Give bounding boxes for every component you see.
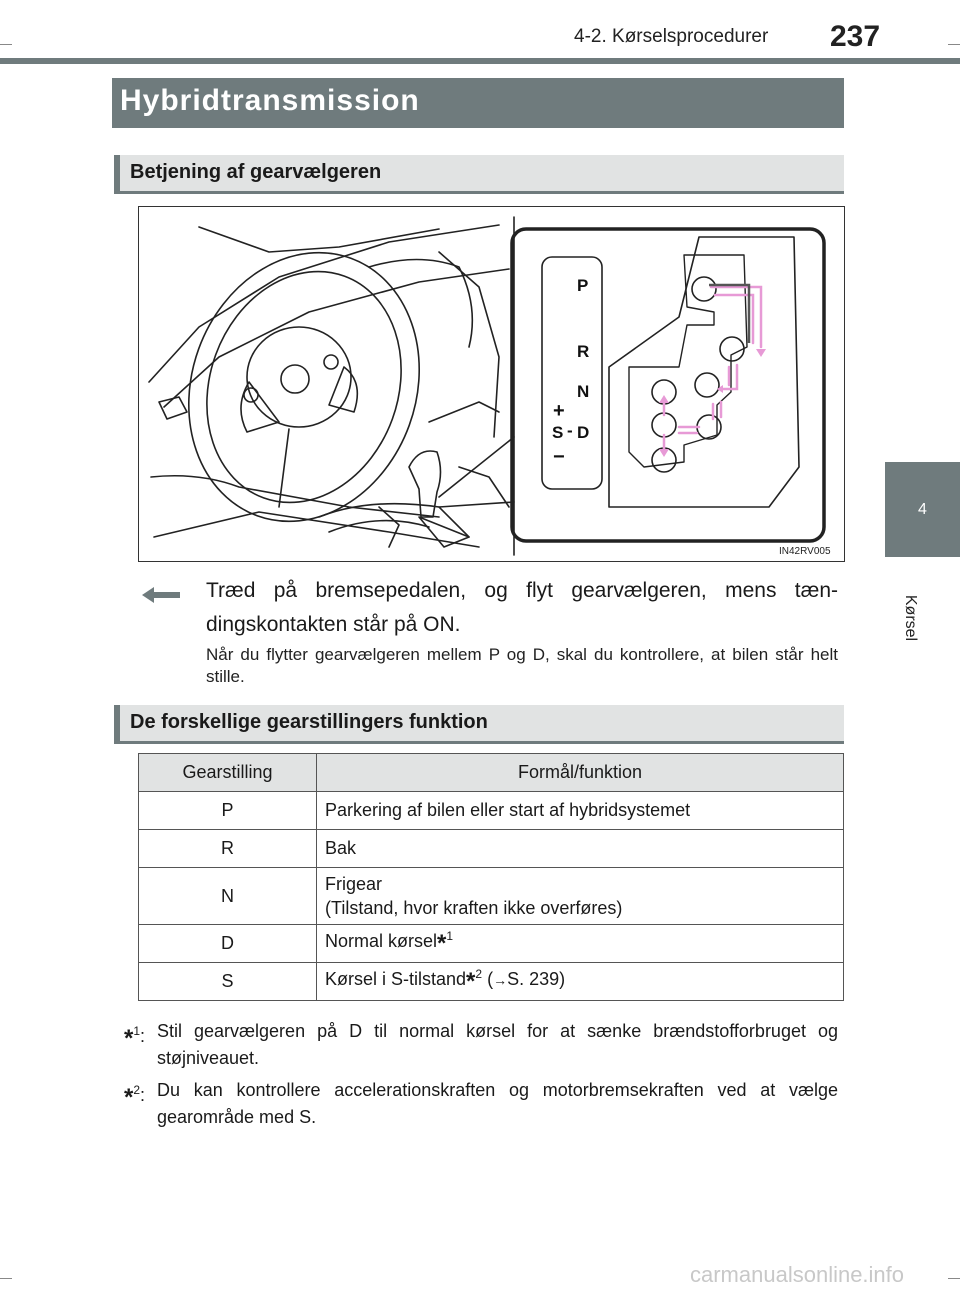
page-title: Hybridtransmission [120,84,420,117]
gear-function [317,925,844,963]
footnote-colon: : [140,1085,146,1105]
arrow-left-icon [142,586,182,604]
gear-position: N [139,868,317,925]
footnote-colon: : [140,1026,146,1046]
gate-label-plus: + [553,400,565,422]
gate-label-n: N [577,382,590,401]
footnote-star: * [124,1084,134,1111]
column-header-position: Gearstilling [139,754,317,792]
illustration-svg [139,207,844,561]
gate-label-s: S [552,423,564,442]
crop-mark [948,1278,960,1279]
heading-bar [114,705,120,741]
gear-function-text: Kørsel i S-tilstand [325,969,467,989]
gate-label-minus: − [553,446,565,468]
gear-function-line2: (Tilstand, hvor kraften ikke overføres) [325,898,623,918]
arrow-right-icon: → [493,972,508,988]
footnote-star: * [437,930,447,957]
footnote-2-text: Du kan kontrollere accelerationskraften og motorbremsekraften ved at vælge gearområde med S. [157,1080,838,1127]
gear-function-line1: Frigear [325,874,383,894]
column-header-function: Formål/funktion [317,754,844,792]
page-title-band [112,78,844,128]
table-row [139,868,844,925]
gate-label-d: D [577,423,590,442]
crop-mark [948,44,960,45]
footnote-ref: 2 [475,967,483,981]
gear-function [317,963,844,1001]
instruction-note: Når du flytter gearvælgeren mellem P og D, skal du kontrollere, at bilen står helt stille. [206,645,838,686]
gate-label-dash: - [567,421,573,440]
gear-position-table [138,753,844,1001]
footnote-star: * [466,968,476,995]
shift-lever-illustration [138,206,845,562]
gear-position: R [139,830,317,868]
section-heading-functions-text: De forskellige gearstillingers funktion [130,711,488,733]
running-header-section: 4-2. Kørselsprocedurer [574,26,769,47]
footnote-ref: 1 [446,929,454,943]
gate-label-p: P [577,276,589,295]
chapter-label-text: Kørsel [902,594,919,642]
crop-mark [0,1278,12,1279]
gear-position: P [139,792,317,830]
section-heading-operation-text: Betjening af gearvælgeren [130,161,382,183]
table-header-row [139,754,844,792]
footnote-1-mark [124,1018,145,1052]
figure-code: IN42RV005 [779,546,831,557]
gear-function: Bak [317,830,844,868]
watermark: carmanualsonline.info [690,1262,905,1287]
gear-position: S [139,963,317,1001]
footnote-1-text: Stil gearvælgeren på D til normal kørsel for at sænke brændstofforbruget og støjniveauet. [157,1021,838,1068]
footnote-2-mark [124,1077,145,1111]
header-rule [0,58,960,64]
instruction-text: Træd på bremsepedalen, og flyt gearvælgeren, mens tæn-dingskontakten står på ON. [206,579,838,636]
gear-function-text: Normal kørsel [325,931,438,951]
heading-bar [114,155,120,191]
crossref-link[interactable]: S. 239) [507,969,566,989]
crop-mark [0,44,12,45]
chapter-tab[interactable]: 4 [885,462,960,557]
section-heading-functions [114,705,844,744]
gear-function [317,868,844,925]
page-number: 237 [830,20,881,53]
footnote-1 [124,1018,838,1072]
table-row [139,792,844,830]
gate-label-r: R [577,342,590,361]
gear-function: Parkering af bilen eller start af hybridsystemet [317,792,844,830]
footnote-2 [124,1077,838,1131]
table-row [139,963,844,1001]
gear-position: D [139,925,317,963]
section-heading-operation [114,155,844,194]
footnote-number: 1 [133,1024,141,1038]
footnote-star: * [124,1025,134,1052]
table-row [139,925,844,963]
table-row [139,830,844,868]
chapter-label [898,578,922,658]
footnote-number: 2 [133,1083,141,1097]
crossref-open: ( [482,969,494,989]
